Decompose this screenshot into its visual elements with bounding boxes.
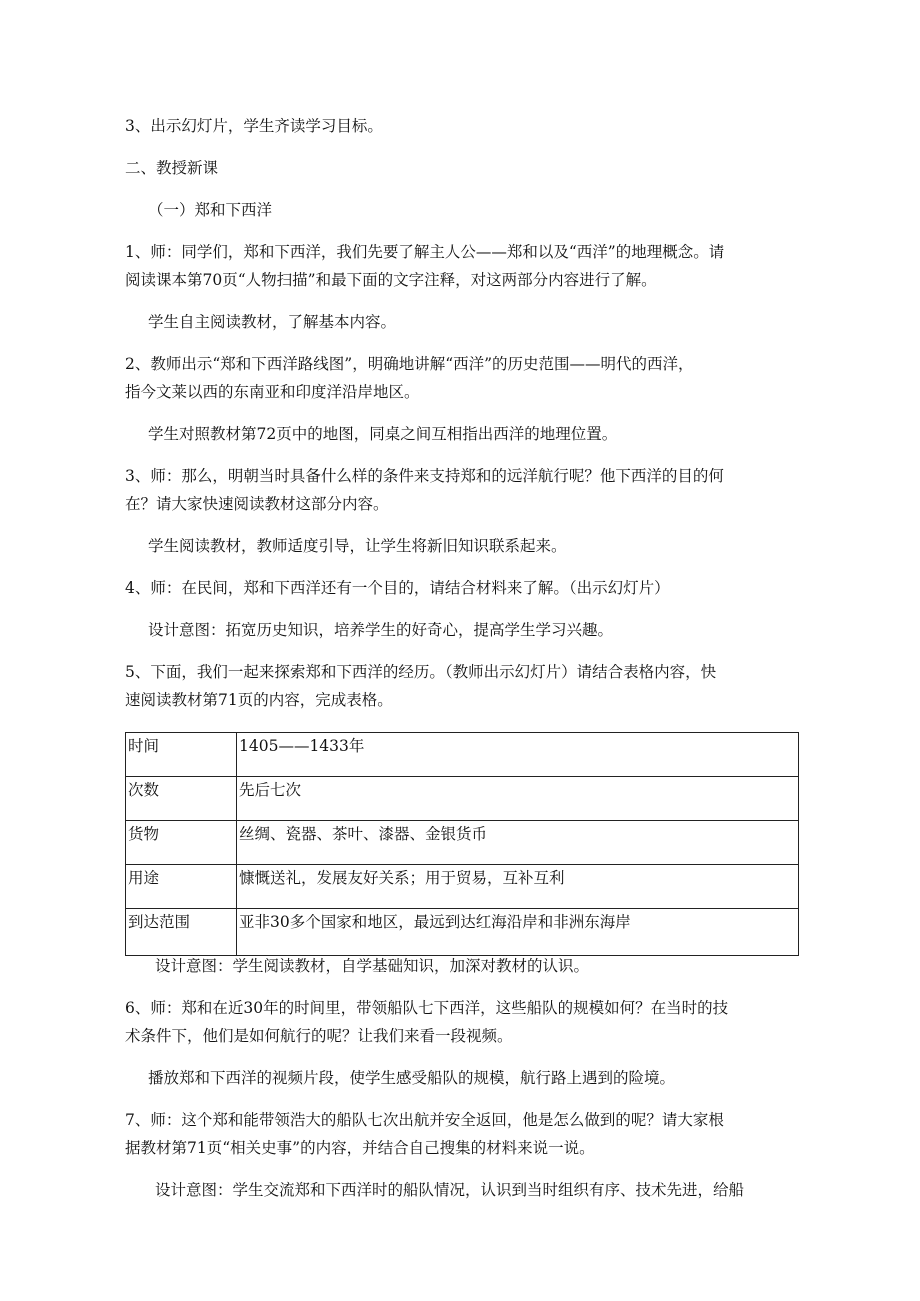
table-cell-label: 次数 [126,777,237,821]
subsection-heading: （一）郑和下西洋 [148,201,273,219]
text-line: 术条件下，他们是如何航行的呢？让我们来看一段视频。 [125,1027,513,1045]
design-intent-line: 设计意图：学生阅读教材，自学基础知识，加深对教材的认识。 [155,957,590,975]
design-intent-line: 设计意图：学生交流郑和下西洋时的船队情况，认识到当时组织有序、技术先进，给船 [155,1181,745,1199]
text-line: 播放郑和下西洋的视频片段，使学生感受船队的规模，航行路上遇到的险境。 [148,1069,676,1087]
table-cell-value: 亚非30多个国家和地区，最远到达红海沿岸和非洲东海岸 [237,909,799,956]
table-cell-value: 1405——1433年 [237,733,799,777]
text-line: 学生阅读教材，教师适度引导，让学生将新旧知识联系起来。 [148,537,567,555]
table-cell-label: 货物 [126,821,237,865]
text-line: 5、下面，我们一起来探索郑和下西洋的经历。（教师出示幻灯片）请结合表格内容，快 [125,663,717,681]
table-row [126,821,799,865]
text-line: 在？请大家快速阅读教材这部分内容。 [125,495,389,513]
text-line: 4、师：在民间，郑和下西洋还有一个目的，请结合材料来了解。（出示幻灯片） [125,579,670,597]
text-line: 1、师：同学们，郑和下西洋，我们先要了解主人公——郑和以及“西洋”的地理概念。请 [125,243,725,261]
text-line: 3、师：那么，明朝当时具备什么样的条件来支持郑和的远洋航行呢？他下西洋的目的何 [125,467,724,485]
text-line: 速阅读教材第71页的内容，完成表格。 [125,691,393,709]
table-cell-label: 时间 [126,733,237,777]
text-line: 阅读课本第70页“人物扫描”和最下面的文字注释，对这两部分内容进行了解。 [125,271,657,289]
table-cell-value: 丝绸、瓷器、茶叶、漆器、金银货币 [237,821,799,865]
table-row [126,777,799,821]
zheng-he-voyage-table [125,732,799,956]
design-intent-line: 设计意图：拓宽历史知识，培养学生的好奇心，提高学生学习兴趣。 [148,621,614,639]
section-heading: 二、教授新课 [125,159,219,177]
text-line: 6、师：郑和在近30年的时间里，带领船队七下西洋，这些船队的规模如何？在当时的技 [125,999,729,1017]
table-cell-label: 用途 [126,865,237,909]
table-row [126,733,799,777]
text-line: 3、出示幻灯片，学生齐读学习目标。 [125,117,383,135]
table-row [126,909,799,956]
text-line: 据教材第71页“相关史事”的内容，并结合自己搜集的材料来说一说。 [125,1139,595,1157]
table-cell-value: 先后七次 [237,777,799,821]
text-line: 2、教师出示“郑和下西洋路线图”，明确地讲解“西洋”的历史范围——明代的西洋， [125,355,694,373]
text-line: 指今文莱以西的东南亚和印度洋沿岸地区。 [125,383,420,401]
table-cell-value: 慷慨送礼，发展友好关系；用于贸易，互补互利 [237,865,799,909]
text-line: 学生自主阅读教材，了解基本内容。 [148,313,397,331]
text-line: 学生对照教材第72页中的地图，同桌之间互相指出西洋的地理位置。 [148,425,618,443]
table-cell-label: 到达范围 [126,909,237,956]
text-line: 7、师：这个郑和能带领浩大的船队七次出航并安全返回，他是怎么做到的呢？请大家根 [125,1111,724,1129]
table-row [126,865,799,909]
